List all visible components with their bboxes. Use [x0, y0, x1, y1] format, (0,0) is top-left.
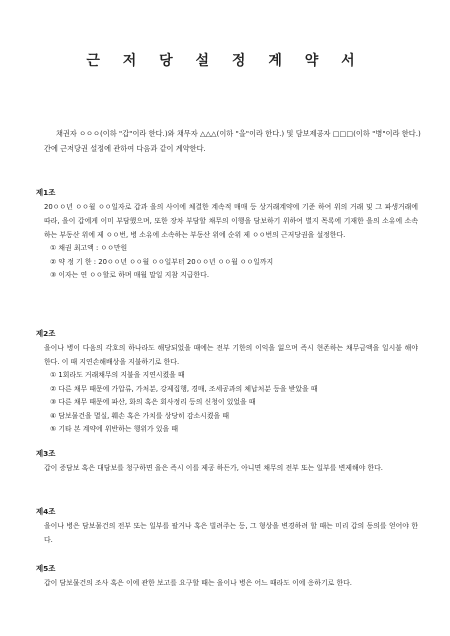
list-item: ① 채권 최고액 : ㅇㅇ만원	[50, 244, 128, 252]
intro-paragraph: 채권자 ㅇㅇㅇ(이하 "갑"이라 한다.)와 채무자 △△△(이하 "을"이라 한다.) 및 담보제공자 □□□(이하 "병"이라 한다.) 간에 근저당권 설정에 관하여 다음과 같이 계약한다.	[44, 129, 421, 153]
article-body: 20ㅇㅇ년 ㅇㅇ월 ㅇㅇ일자로 갑과 을의 사이에 체결한 계속적 매매 등 상거래계약에 기준 하여 위의 거래 및 그 파생거래에 따라, 을이 갑에게 이미 부담했으며, 또한 장차 부담할 채무의 이행을 담보하기 위하여 별지 목록에 기재한 을의 소유에 소속하는 부동산 위에 제 ㅇㅇ번, 병 소유에 소속하는 부동산 위에 순위 제 ㅇㅇ번의 근저당권을 설정한다.	[44, 203, 418, 239]
article-items	[36, 242, 418, 283]
article-body: 을이나 병은 담보물건의 전부 또는 일부를 팔거나 혹은 빌려주는 등, 그 형상을 변경하려 할 때는 미리 갑의 동의를 얻어야 한다.	[44, 522, 418, 544]
article-1	[36, 186, 418, 283]
article-heading: 제2조	[36, 329, 56, 338]
article-heading: 제4조	[36, 507, 56, 516]
article-2	[36, 327, 418, 437]
list-item: ② 약 정 기 한 : 20ㅇㅇ년 ㅇㅇ월 ㅇㅇ일부터 20ㅇㅇ년 ㅇㅇ월 ㅇㅇ일까지	[50, 257, 274, 266]
article-items	[36, 369, 418, 437]
article-heading: 제1조	[36, 188, 56, 197]
list-item: ③ 이자는 연 ㅇㅇ할로 하며 매월 말일 지참 지급한다.	[50, 271, 210, 279]
article-5	[36, 562, 418, 590]
list-item: ① 1회라도 거래채무의 지불을 지연시켰을 때	[50, 371, 185, 379]
article-4	[36, 505, 418, 547]
document-title: 근 저 당 설 정 계 약 서	[86, 53, 364, 69]
article-body: 갑이 증담보 혹은 대담보를 청구하면 을은 즉시 이를 제공 하든가, 아니면 채무의 전부 또는 일부를 변제해야 한다.	[44, 464, 383, 472]
list-item: ④ 담보물건을 멸실, 훼손 혹은 가치를 상당히 감소시켰을 때	[50, 411, 229, 420]
list-item: ⑤ 기타 본 계약에 위반하는 행위가 있을 때	[50, 425, 179, 433]
article-heading: 제5조	[36, 564, 56, 573]
article-body: 갑이 담보물건의 조사 혹은 이에 관한 보고를 요구할 때는 을이나 병은 어느 때라도 이에 응하기로 한다.	[44, 579, 352, 587]
list-item: ② 다른 채무 때문에 가압류, 가처분, 강제집행, 경매, 조세공과의 체납처분 등을 받았을 때	[50, 384, 318, 393]
article-heading: 제3조	[36, 449, 56, 458]
article-3	[36, 447, 418, 475]
article-body: 을이나 병이 다음의 각호의 하나라도 해당되었을 때에는 전부 기한의 이익을 잃으며 즉시 현존하는 채무금액을 일시불 해야 한다. 이 때 지연손해배상을 지불하기로 한다.	[44, 344, 418, 366]
list-item: ③ 다른 채무 때문에 파산, 화의 혹은 회사정리 등의 신청이 있었을 때	[50, 398, 256, 406]
